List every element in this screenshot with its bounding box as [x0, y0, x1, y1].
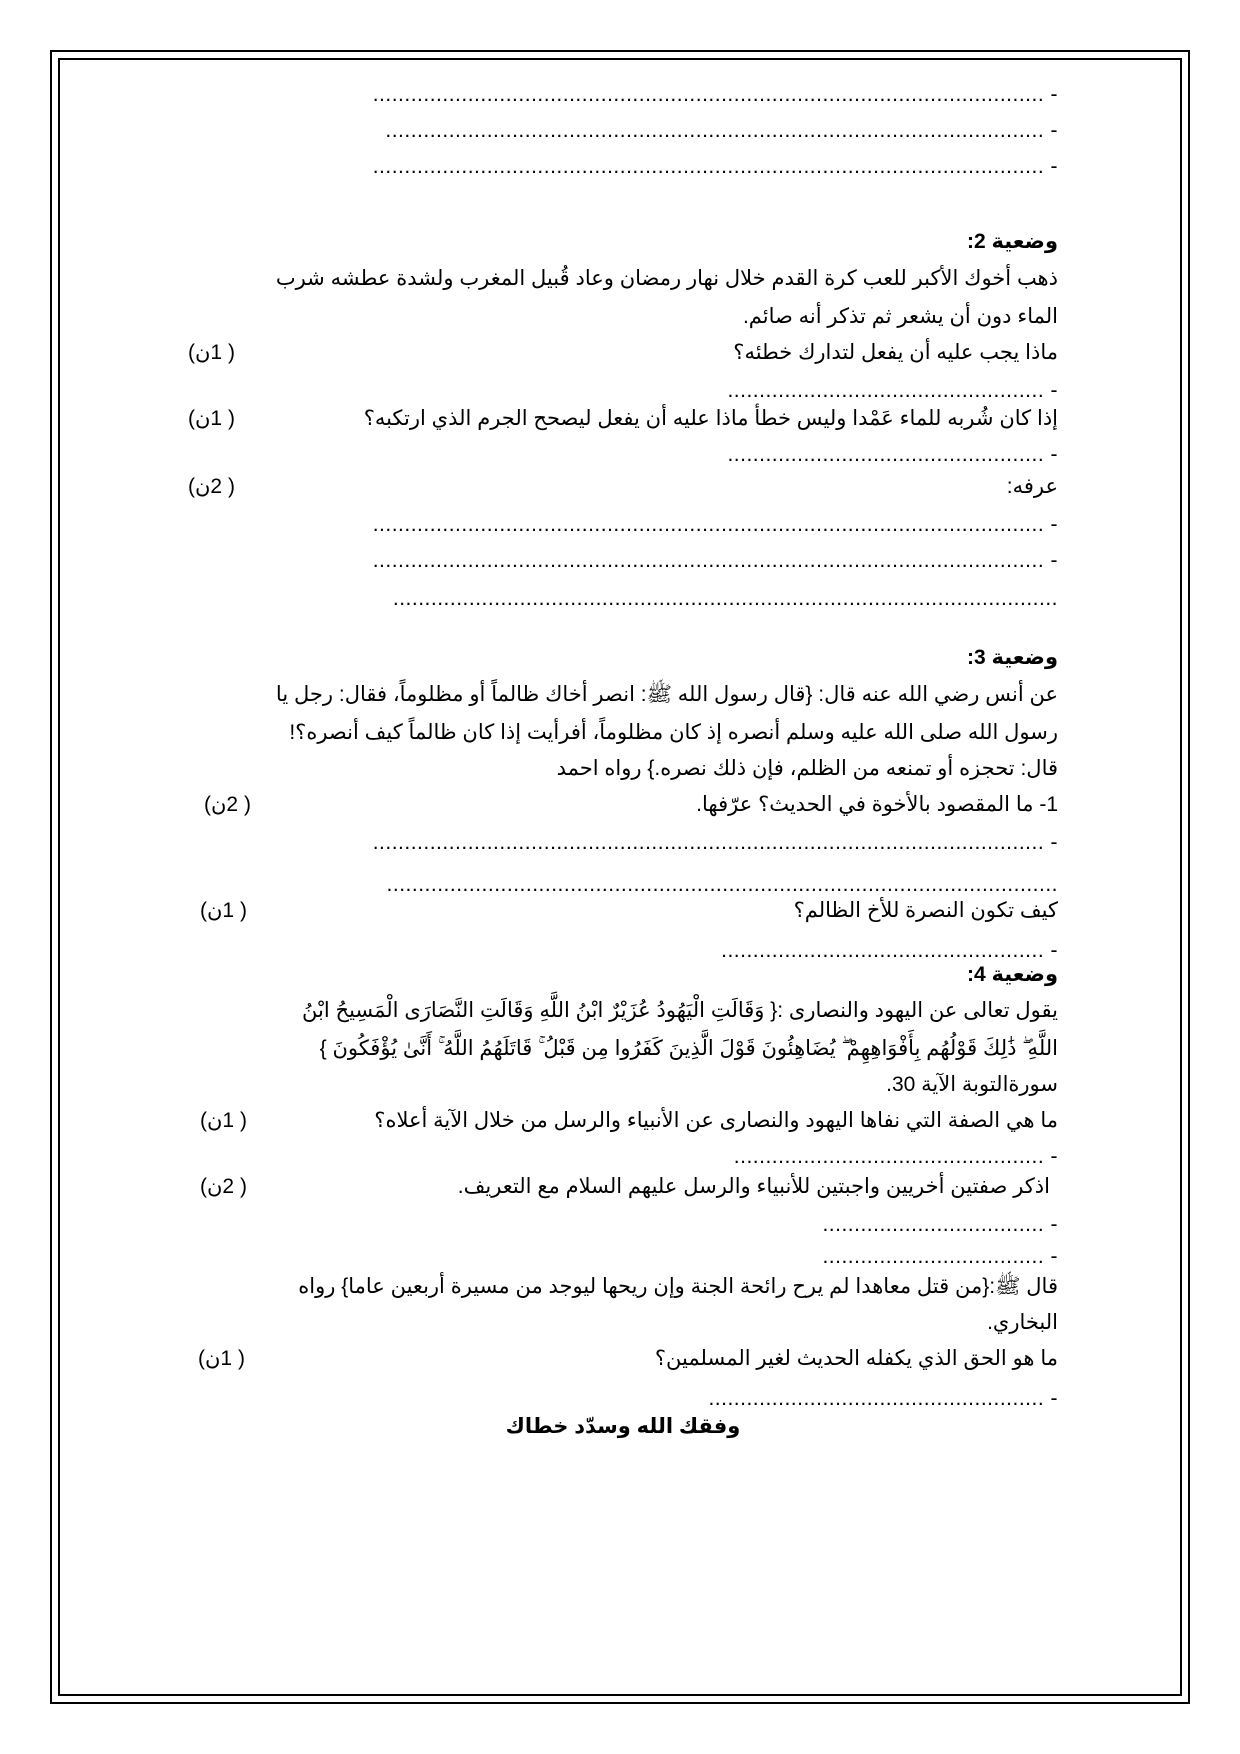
hadith-text: قال ﷺ:{من قتل معاهدا لم يرح رائحة الجنة وإن ريحها ليوجد من مسيرة أربعين عاما} رواه: [298, 1275, 1058, 1298]
question-text: كيف تكون النصرة للأخ الظالم؟: [793, 899, 1058, 922]
situation-3-text: قال: تحجزه أو تمنعه من الظلم، فإن ذلك نصره.} رواه احمد: [556, 757, 1058, 780]
answer-line: .........................................................................................................: [392, 587, 1058, 610]
question-text: ما هو الحق الذي يكفله الحديث لغير المسلمين؟: [654, 1347, 1058, 1370]
answer-line: - ..................................................: [727, 443, 1058, 466]
score-mark: ( 1ن): [198, 1347, 245, 1370]
answer-line: - ..........................................................................................................: [372, 513, 1058, 536]
quran-verse-text: يقول تعالى عن اليهود والنصارى :{ وَقَالَتِ الْيَهُودُ عُزَيْرٌ ابْنُ اللَّهِ وَقَالَتِ النَّصَارَى الْمَسِيحُ ابْنُ: [302, 999, 1058, 1022]
question-text: 1- ما المقصود بالأخوة في الحديث؟ عرّفها.: [696, 793, 1058, 816]
answer-line: - ..........................................................................................................: [372, 831, 1058, 854]
exam-content: [188, 80, 1058, 1600]
answer-line: - .................................................: [733, 1145, 1058, 1168]
question-text: عرفه:: [1006, 475, 1058, 498]
hadith-text: البخاري.: [987, 1311, 1058, 1334]
situation-3-question-1: [188, 790, 1058, 820]
situation-2-question-1: [188, 338, 1058, 368]
situation-3-text: عن أنس رضي الله عنه قال: {قال رسول الله ﷺ: انصر أخاك ظالماً أو مظلوماً، فقال: رجل يا: [275, 683, 1058, 706]
situation-3-text: رسول الله صلى الله عليه وسلم أنصره إذ كان مظلوماً، أفرأيت إذا كان ظالماً كيف أنصره؟!: [289, 721, 1058, 744]
answer-line: - ..........................................................................................................: [372, 155, 1058, 178]
situation-4-question-1: [188, 1106, 1058, 1136]
score-mark: ( 1ن): [188, 341, 235, 364]
situation-2-text: ذهب أخوك الأكبر للعب كرة القدم خلال نهار رمضان وعاد قُبيل المغرب ولشدة عطشه شرب: [275, 267, 1058, 290]
question-text: ما هي الصفة التي نفاها اليهود والنصارى عن الأنبياء والرسل من خلال الآية أعلاه؟: [374, 1109, 1058, 1132]
question-text: ماذا يجب عليه أن يفعل لتدارك خطئه؟: [733, 341, 1058, 364]
answer-line: - ...................................: [822, 1245, 1058, 1268]
answer-line: - ..........................................................................................................: [372, 83, 1058, 106]
quran-verse-text: اللَّهِ ۖ ذَٰلِكَ قَوْلُهُم بِأَفْوَاهِهِمْ ۖ يُضَاهِئُونَ قَوْلَ الَّذِينَ كَفَرُوا مِن قَبْلُ ۚ قَاتَلَهُمُ اللَّهُ ۚ أَنَّىٰ يُؤْفَكُونَ }: [319, 1037, 1058, 1060]
closing-wish: وفقك الله وسدّد خطاك: [505, 1415, 741, 1438]
quran-verse-reference: سورةالتوبة الآية 30.: [886, 1073, 1058, 1096]
answer-line: - ..........................................................................................................: [372, 549, 1058, 572]
score-mark: ( 2ن): [204, 793, 251, 816]
answer-line: - ...................................: [822, 1213, 1058, 1236]
situation-2-question-3: [188, 472, 1058, 502]
score-mark: ( 2ن): [200, 1175, 247, 1198]
situation-4-question-3: [188, 1344, 1058, 1374]
answer-line: - ...................................................: [721, 939, 1058, 962]
question-text: اذكر صفتين أخريين واجبتين للأنبياء والرسل عليهم السلام مع التعريف.: [457, 1175, 1050, 1198]
situation-4-title: وضعية 4:: [966, 963, 1058, 986]
situation-3-question-2: [188, 896, 1058, 926]
situation-2-text: الماء دون أن يشعر ثم تذكر أنه صائم.: [742, 305, 1058, 328]
situation-3-title: وضعية 3:: [966, 646, 1058, 669]
answer-line: - .....................................................: [708, 1387, 1058, 1410]
situation-4-question-2: [188, 1172, 1058, 1202]
score-mark: ( 1ن): [188, 407, 235, 430]
situation-2-question-2: [188, 404, 1058, 434]
score-mark: ( 1ن): [200, 1109, 247, 1132]
score-mark: ( 2ن): [188, 475, 235, 498]
question-text: إذا كان شُربه للماء عَمْدا وليس خطأ ماذا عليه أن يفعل ليصحح الجرم الذي ارتكبه؟: [363, 407, 1058, 430]
answer-line: - ........................................................................................................: [385, 119, 1058, 142]
score-mark: ( 1ن): [200, 899, 247, 922]
answer-line: ..........................................................................................................: [386, 873, 1058, 896]
answer-line: - ..................................................: [727, 379, 1058, 402]
situation-2-title: وضعية 2:: [966, 230, 1058, 253]
